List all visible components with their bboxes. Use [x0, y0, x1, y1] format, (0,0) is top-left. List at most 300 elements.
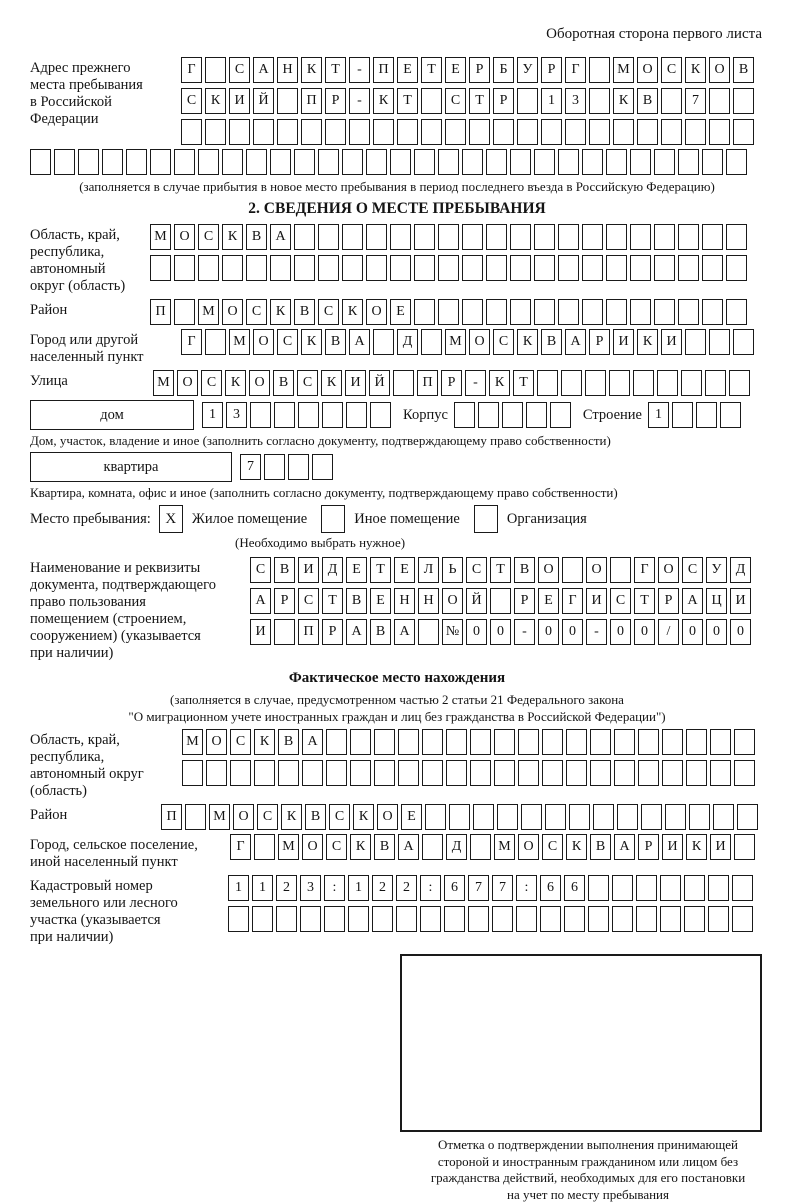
char-box[interactable]: И: [586, 588, 607, 614]
char-box[interactable]: [497, 804, 518, 830]
char-box[interactable]: [566, 729, 587, 755]
char-box[interactable]: О: [442, 588, 463, 614]
char-box[interactable]: 2: [276, 875, 297, 901]
char-box[interactable]: В: [325, 329, 346, 355]
char-box[interactable]: П: [161, 804, 182, 830]
char-box[interactable]: -: [349, 57, 370, 83]
char-box[interactable]: [294, 149, 315, 175]
char-box[interactable]: 0: [730, 619, 751, 645]
char-box[interactable]: Г: [562, 588, 583, 614]
char-box[interactable]: [349, 119, 370, 145]
char-box[interactable]: [486, 255, 507, 281]
char-box[interactable]: Р: [514, 588, 535, 614]
char-box[interactable]: [288, 454, 309, 480]
char-box[interactable]: [446, 729, 467, 755]
char-box[interactable]: Р: [541, 57, 562, 83]
char-box[interactable]: В: [274, 557, 295, 583]
char-box[interactable]: [702, 299, 723, 325]
char-box[interactable]: :: [324, 875, 345, 901]
char-box[interactable]: [685, 119, 706, 145]
char-box[interactable]: К: [222, 224, 243, 250]
char-box[interactable]: [550, 402, 571, 428]
char-box[interactable]: [205, 119, 226, 145]
char-box[interactable]: -: [465, 370, 486, 396]
char-box[interactable]: 0: [634, 619, 655, 645]
char-box[interactable]: [582, 255, 603, 281]
char-box[interactable]: Г: [230, 834, 251, 860]
char-box[interactable]: О: [233, 804, 254, 830]
checkbox-residential-premises[interactable]: X: [159, 505, 183, 533]
char-box[interactable]: [150, 255, 171, 281]
char-box[interactable]: [222, 149, 243, 175]
char-box[interactable]: Ц: [706, 588, 727, 614]
char-box[interactable]: Е: [370, 588, 391, 614]
char-box[interactable]: [710, 760, 731, 786]
char-box[interactable]: [250, 402, 271, 428]
char-box[interactable]: [541, 119, 562, 145]
char-box[interactable]: [678, 224, 699, 250]
char-box[interactable]: [462, 299, 483, 325]
char-box[interactable]: [446, 760, 467, 786]
char-box[interactable]: 0: [490, 619, 511, 645]
char-box[interactable]: [469, 119, 490, 145]
char-box[interactable]: [294, 224, 315, 250]
char-box[interactable]: [542, 760, 563, 786]
char-box[interactable]: [298, 402, 319, 428]
char-box[interactable]: И: [661, 329, 682, 355]
char-box[interactable]: :: [420, 875, 441, 901]
char-box[interactable]: [606, 299, 627, 325]
char-box[interactable]: К: [686, 834, 707, 860]
char-box[interactable]: [390, 149, 411, 175]
char-box[interactable]: [277, 88, 298, 114]
char-box[interactable]: О: [658, 557, 679, 583]
char-box[interactable]: [462, 255, 483, 281]
char-box[interactable]: [678, 149, 699, 175]
char-box[interactable]: [398, 760, 419, 786]
char-box[interactable]: [590, 760, 611, 786]
checkbox-organization[interactable]: [474, 505, 498, 533]
char-box[interactable]: А: [253, 57, 274, 83]
char-box[interactable]: К: [637, 329, 658, 355]
char-box[interactable]: [438, 224, 459, 250]
char-box[interactable]: [462, 149, 483, 175]
char-box[interactable]: [390, 255, 411, 281]
char-box[interactable]: [510, 299, 531, 325]
char-box[interactable]: [630, 299, 651, 325]
char-box[interactable]: [689, 804, 710, 830]
char-box[interactable]: [672, 402, 693, 428]
char-box[interactable]: [486, 224, 507, 250]
char-box[interactable]: [246, 149, 267, 175]
char-box[interactable]: [558, 149, 579, 175]
char-box[interactable]: [264, 454, 285, 480]
char-box[interactable]: [414, 149, 435, 175]
char-box[interactable]: О: [222, 299, 243, 325]
char-box[interactable]: К: [685, 57, 706, 83]
char-box[interactable]: -: [349, 88, 370, 114]
char-box[interactable]: И: [662, 834, 683, 860]
char-box[interactable]: [702, 149, 723, 175]
char-box[interactable]: [606, 224, 627, 250]
char-box[interactable]: [654, 224, 675, 250]
char-box[interactable]: М: [445, 329, 466, 355]
char-box[interactable]: В: [374, 834, 395, 860]
char-box[interactable]: [126, 149, 147, 175]
char-box[interactable]: С: [257, 804, 278, 830]
char-box[interactable]: [638, 760, 659, 786]
char-box[interactable]: [565, 119, 586, 145]
char-box[interactable]: [342, 224, 363, 250]
char-box[interactable]: 0: [610, 619, 631, 645]
char-box[interactable]: А: [682, 588, 703, 614]
char-box[interactable]: [665, 804, 686, 830]
char-box[interactable]: О: [538, 557, 559, 583]
char-box[interactable]: М: [229, 329, 250, 355]
char-box[interactable]: [253, 119, 274, 145]
char-box[interactable]: [486, 149, 507, 175]
char-box[interactable]: 3: [300, 875, 321, 901]
char-box[interactable]: [254, 834, 275, 860]
char-box[interactable]: В: [514, 557, 535, 583]
char-box[interactable]: [713, 804, 734, 830]
char-box[interactable]: 1: [202, 402, 223, 428]
char-box[interactable]: К: [270, 299, 291, 325]
char-box[interactable]: [708, 906, 729, 932]
char-box[interactable]: Е: [390, 299, 411, 325]
char-box[interactable]: [681, 370, 702, 396]
char-box[interactable]: [564, 906, 585, 932]
char-box[interactable]: [589, 88, 610, 114]
char-box[interactable]: М: [182, 729, 203, 755]
char-box[interactable]: [342, 255, 363, 281]
char-box[interactable]: [397, 119, 418, 145]
char-box[interactable]: Е: [394, 557, 415, 583]
char-box[interactable]: [534, 149, 555, 175]
char-box[interactable]: [684, 875, 705, 901]
char-box[interactable]: А: [346, 619, 367, 645]
char-box[interactable]: [612, 875, 633, 901]
char-box[interactable]: [54, 149, 75, 175]
char-box[interactable]: Р: [469, 57, 490, 83]
char-box[interactable]: [418, 619, 439, 645]
char-box[interactable]: [630, 255, 651, 281]
char-box[interactable]: [425, 804, 446, 830]
char-box[interactable]: 6: [540, 875, 561, 901]
char-box[interactable]: И: [730, 588, 751, 614]
char-box[interactable]: [276, 906, 297, 932]
char-box[interactable]: [350, 760, 371, 786]
char-box[interactable]: [300, 906, 321, 932]
char-box[interactable]: М: [278, 834, 299, 860]
char-box[interactable]: [373, 119, 394, 145]
char-box[interactable]: [526, 402, 547, 428]
char-box[interactable]: [493, 119, 514, 145]
char-box[interactable]: [421, 88, 442, 114]
char-box[interactable]: [150, 149, 171, 175]
char-box[interactable]: [657, 370, 678, 396]
char-box[interactable]: [606, 149, 627, 175]
char-box[interactable]: [534, 299, 555, 325]
char-box[interactable]: К: [301, 57, 322, 83]
char-box[interactable]: 3: [226, 402, 247, 428]
checkbox-other-premises[interactable]: [321, 505, 345, 533]
char-box[interactable]: [421, 329, 442, 355]
char-box[interactable]: [710, 729, 731, 755]
char-box[interactable]: [630, 149, 651, 175]
char-box[interactable]: [274, 402, 295, 428]
char-box[interactable]: [421, 119, 442, 145]
char-box[interactable]: [342, 149, 363, 175]
char-box[interactable]: [641, 804, 662, 830]
char-box[interactable]: Е: [397, 57, 418, 83]
char-box[interactable]: [662, 729, 683, 755]
char-box[interactable]: С: [230, 729, 251, 755]
char-box[interactable]: [322, 402, 343, 428]
char-box[interactable]: [542, 729, 563, 755]
char-box[interactable]: С: [326, 834, 347, 860]
char-box[interactable]: [510, 149, 531, 175]
char-box[interactable]: К: [350, 834, 371, 860]
char-box[interactable]: Г: [634, 557, 655, 583]
char-box[interactable]: Р: [325, 88, 346, 114]
char-box[interactable]: [661, 88, 682, 114]
char-box[interactable]: [537, 370, 558, 396]
char-box[interactable]: Т: [370, 557, 391, 583]
char-box[interactable]: [325, 119, 346, 145]
char-box[interactable]: [582, 299, 603, 325]
char-box[interactable]: Е: [401, 804, 422, 830]
char-box[interactable]: [478, 402, 499, 428]
char-box[interactable]: [561, 370, 582, 396]
char-box[interactable]: [660, 875, 681, 901]
char-box[interactable]: О: [518, 834, 539, 860]
char-box[interactable]: [517, 88, 538, 114]
char-box[interactable]: [294, 255, 315, 281]
char-box[interactable]: Н: [394, 588, 415, 614]
char-box[interactable]: [181, 119, 202, 145]
char-box[interactable]: [494, 729, 515, 755]
char-box[interactable]: [270, 255, 291, 281]
char-box[interactable]: [302, 760, 323, 786]
char-box[interactable]: С: [246, 299, 267, 325]
char-box[interactable]: М: [150, 224, 171, 250]
char-box[interactable]: [350, 729, 371, 755]
char-box[interactable]: [630, 224, 651, 250]
char-box[interactable]: Н: [277, 57, 298, 83]
char-box[interactable]: К: [489, 370, 510, 396]
char-box[interactable]: Д: [446, 834, 467, 860]
char-box[interactable]: [444, 906, 465, 932]
char-box[interactable]: 0: [706, 619, 727, 645]
char-box[interactable]: [708, 875, 729, 901]
char-box[interactable]: [205, 57, 226, 83]
char-box[interactable]: О: [249, 370, 270, 396]
char-box[interactable]: [654, 149, 675, 175]
char-box[interactable]: [612, 906, 633, 932]
char-box[interactable]: Р: [274, 588, 295, 614]
char-box[interactable]: [678, 299, 699, 325]
char-box[interactable]: [373, 329, 394, 355]
char-box[interactable]: [540, 906, 561, 932]
char-box[interactable]: [324, 906, 345, 932]
char-box[interactable]: П: [417, 370, 438, 396]
char-box[interactable]: [222, 255, 243, 281]
char-box[interactable]: [318, 149, 339, 175]
char-box[interactable]: [174, 255, 195, 281]
char-box[interactable]: [726, 299, 747, 325]
char-box[interactable]: Н: [418, 588, 439, 614]
char-box[interactable]: [374, 729, 395, 755]
char-box[interactable]: [737, 804, 758, 830]
char-box[interactable]: [588, 906, 609, 932]
char-box[interactable]: [733, 119, 754, 145]
char-box[interactable]: [521, 804, 542, 830]
char-box[interactable]: [422, 834, 443, 860]
char-box[interactable]: О: [637, 57, 658, 83]
char-box[interactable]: [470, 729, 491, 755]
char-box[interactable]: [502, 402, 523, 428]
char-box[interactable]: [661, 119, 682, 145]
char-box[interactable]: №: [442, 619, 463, 645]
char-box[interactable]: С: [661, 57, 682, 83]
char-box[interactable]: [494, 760, 515, 786]
char-box[interactable]: Й: [466, 588, 487, 614]
char-box[interactable]: П: [301, 88, 322, 114]
char-box[interactable]: И: [229, 88, 250, 114]
char-box[interactable]: [470, 760, 491, 786]
char-box[interactable]: С: [318, 299, 339, 325]
char-box[interactable]: [438, 255, 459, 281]
char-box[interactable]: Т: [469, 88, 490, 114]
char-box[interactable]: 0: [682, 619, 703, 645]
char-box[interactable]: К: [517, 329, 538, 355]
char-box[interactable]: [462, 224, 483, 250]
char-box[interactable]: [372, 906, 393, 932]
char-box[interactable]: С: [466, 557, 487, 583]
char-box[interactable]: В: [541, 329, 562, 355]
char-box[interactable]: О: [469, 329, 490, 355]
char-box[interactable]: [490, 588, 511, 614]
char-box[interactable]: [720, 402, 741, 428]
char-box[interactable]: С: [610, 588, 631, 614]
char-box[interactable]: И: [710, 834, 731, 860]
char-box[interactable]: Р: [441, 370, 462, 396]
char-box[interactable]: [396, 906, 417, 932]
char-box[interactable]: [709, 88, 730, 114]
char-box[interactable]: С: [198, 224, 219, 250]
char-box[interactable]: Г: [565, 57, 586, 83]
char-box[interactable]: :: [516, 875, 537, 901]
char-box[interactable]: [684, 906, 705, 932]
char-box[interactable]: М: [153, 370, 174, 396]
char-box[interactable]: [278, 760, 299, 786]
char-box[interactable]: В: [273, 370, 294, 396]
char-box[interactable]: [312, 454, 333, 480]
char-box[interactable]: [277, 119, 298, 145]
char-box[interactable]: В: [246, 224, 267, 250]
char-box[interactable]: [348, 906, 369, 932]
char-box[interactable]: А: [250, 588, 271, 614]
char-box[interactable]: О: [709, 57, 730, 83]
char-box[interactable]: О: [586, 557, 607, 583]
char-box[interactable]: [678, 255, 699, 281]
char-box[interactable]: К: [342, 299, 363, 325]
char-box[interactable]: С: [445, 88, 466, 114]
char-box[interactable]: У: [706, 557, 727, 583]
char-box[interactable]: Т: [634, 588, 655, 614]
char-box[interactable]: Т: [322, 588, 343, 614]
char-box[interactable]: [709, 329, 730, 355]
char-box[interactable]: И: [250, 619, 271, 645]
char-box[interactable]: Г: [181, 57, 202, 83]
char-box[interactable]: Д: [730, 557, 751, 583]
char-box[interactable]: [374, 760, 395, 786]
char-box[interactable]: С: [493, 329, 514, 355]
char-box[interactable]: [449, 804, 470, 830]
char-box[interactable]: [566, 760, 587, 786]
char-box[interactable]: [366, 224, 387, 250]
char-box[interactable]: [390, 224, 411, 250]
char-box[interactable]: [318, 255, 339, 281]
char-box[interactable]: [274, 619, 295, 645]
char-box[interactable]: [534, 255, 555, 281]
char-box[interactable]: П: [150, 299, 171, 325]
char-box[interactable]: 0: [466, 619, 487, 645]
char-box[interactable]: [582, 149, 603, 175]
char-box[interactable]: [438, 299, 459, 325]
char-box[interactable]: [633, 370, 654, 396]
char-box[interactable]: В: [370, 619, 391, 645]
char-box[interactable]: 2: [372, 875, 393, 901]
char-box[interactable]: [734, 729, 755, 755]
char-box[interactable]: 3: [565, 88, 586, 114]
char-box[interactable]: О: [377, 804, 398, 830]
char-box[interactable]: [422, 760, 443, 786]
char-box[interactable]: [102, 149, 123, 175]
char-box[interactable]: П: [298, 619, 319, 645]
char-box[interactable]: [589, 57, 610, 83]
char-box[interactable]: [393, 370, 414, 396]
char-box[interactable]: 7: [468, 875, 489, 901]
char-box[interactable]: С: [297, 370, 318, 396]
char-box[interactable]: А: [302, 729, 323, 755]
char-box[interactable]: [589, 119, 610, 145]
char-box[interactable]: [662, 760, 683, 786]
char-box[interactable]: К: [373, 88, 394, 114]
char-box[interactable]: Р: [322, 619, 343, 645]
char-box[interactable]: [517, 119, 538, 145]
char-box[interactable]: [486, 299, 507, 325]
char-box[interactable]: [230, 760, 251, 786]
char-box[interactable]: С: [298, 588, 319, 614]
char-box[interactable]: О: [253, 329, 274, 355]
char-box[interactable]: Е: [445, 57, 466, 83]
char-box[interactable]: [246, 255, 267, 281]
char-box[interactable]: Г: [181, 329, 202, 355]
char-box[interactable]: 1: [228, 875, 249, 901]
char-box[interactable]: [518, 729, 539, 755]
char-box[interactable]: 1: [648, 402, 669, 428]
char-box[interactable]: [609, 370, 630, 396]
char-box[interactable]: [562, 557, 583, 583]
char-box[interactable]: [228, 906, 249, 932]
char-box[interactable]: М: [198, 299, 219, 325]
char-box[interactable]: Й: [369, 370, 390, 396]
char-box[interactable]: К: [281, 804, 302, 830]
char-box[interactable]: [726, 149, 747, 175]
char-box[interactable]: [414, 255, 435, 281]
